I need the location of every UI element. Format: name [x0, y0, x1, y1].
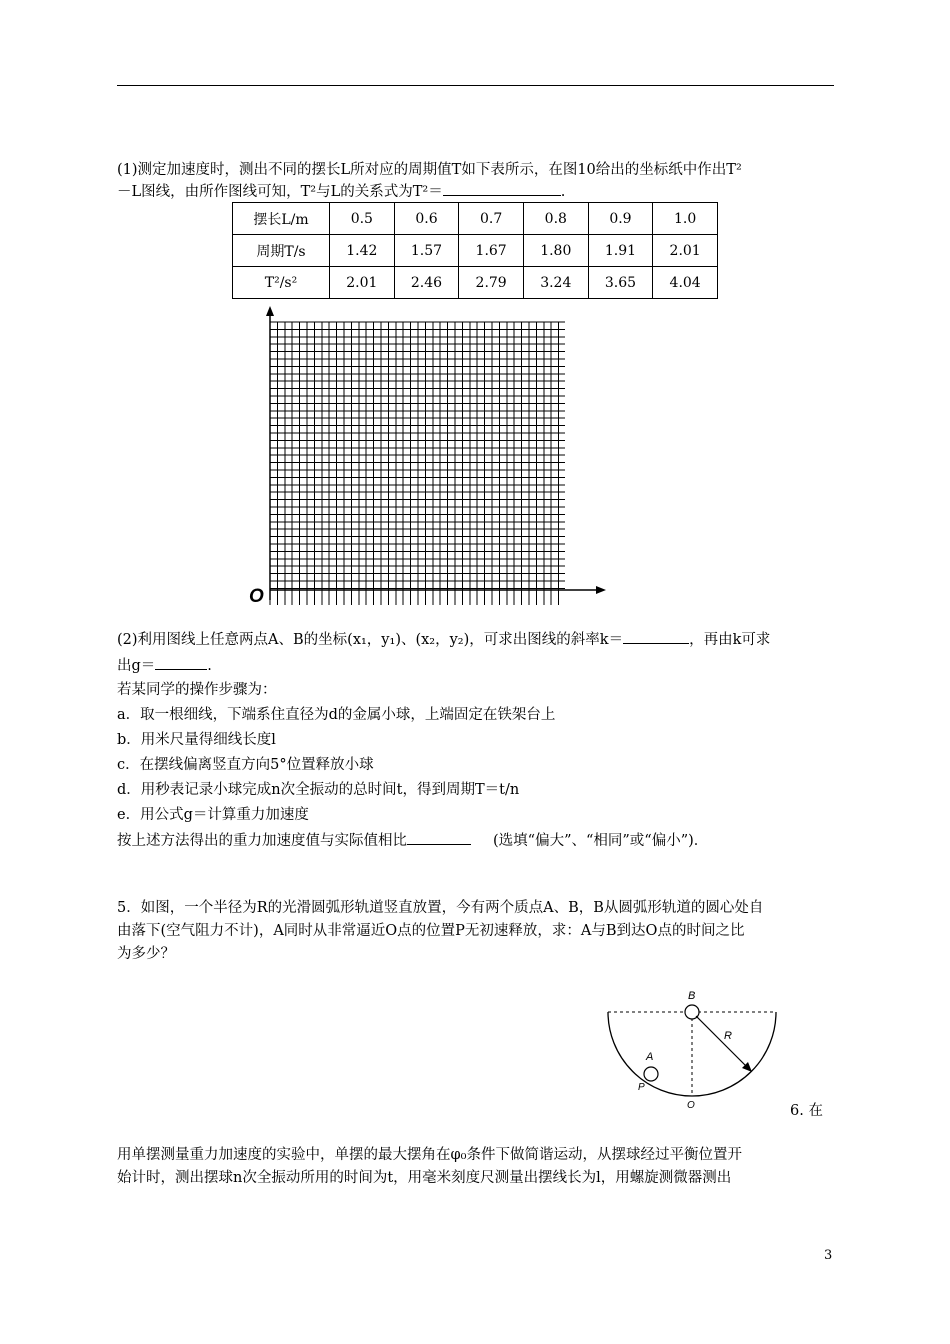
table-cell: 1.0 [653, 203, 718, 235]
compare-options: (选填“偏大”、“相同”或“偏小”)． [493, 833, 709, 849]
label-r: R [724, 1030, 732, 1042]
q6-line2: 始计时，测出摆球n次全振动所用的时间为t，用毫米刻度尺测量出摆线长为l，用螺旋测微器测出 [117, 1170, 732, 1186]
answer-blank-g[interactable] [155, 655, 207, 670]
radius-arrow [696, 1016, 748, 1068]
q6-line1: 用单摆测量重力加速度的实验中，单摆的最大摆角在φ₀条件下做简谐运动，从摆球经过平衡位置开 [117, 1147, 742, 1163]
table-cell: 2.46 [394, 267, 459, 299]
q5-line2: 由落下(空气阻力不计)，A同时从非常逼近O点的位置P无初速释放，求：A与B到达O点的时间之比 [117, 923, 745, 939]
table-cell: 0.6 [394, 203, 459, 235]
table-cell: 2.79 [459, 267, 524, 299]
answer-blank-compare[interactable] [407, 830, 471, 845]
header-rule [117, 85, 834, 86]
q2-line2-b: . [207, 658, 212, 674]
answer-blank-slope[interactable] [623, 629, 689, 644]
q5-line3: 为多少？ [117, 946, 175, 962]
row-label: 摆长L/m [233, 203, 330, 235]
x-axis-arrow-icon [596, 586, 606, 594]
table-cell: 1.57 [394, 235, 459, 267]
q1-line2-end: . [560, 184, 566, 200]
page-number: 3 [824, 1248, 833, 1263]
step-c: c．在摆线偏离竖直方向5°位置释放小球 [117, 757, 374, 773]
compare-text: 按上述方法得出的重力加速度值与实际值相比 [117, 833, 407, 849]
label-o: O [687, 1100, 695, 1111]
table-cell: 2.01 [653, 235, 718, 267]
y-axis-arrow-icon [266, 306, 274, 316]
table-cell: 0.9 [588, 203, 653, 235]
table-cell: 0.5 [330, 203, 395, 235]
data-table [232, 202, 718, 299]
step-d: d．用秒表记录小球完成n次全振动的总时间t，得到周期T＝t/n [117, 782, 520, 798]
table-cell: 1.67 [459, 235, 524, 267]
q2-line2 [117, 655, 212, 676]
q2-line1-b: ，再由k可求 [689, 632, 771, 648]
table-cell: 3.24 [523, 267, 588, 299]
table-cell: 0.7 [459, 203, 524, 235]
q5-line1: 5．如图，一个半径为R的光滑圆弧形轨道竖直放置，今有两个质点A、B，B从圆弧形轨道的圆心处自 [117, 900, 764, 916]
step-e: e．用公式g＝计算重力加速度 [117, 807, 309, 823]
q6-start: 6. 在 [790, 1103, 823, 1119]
table-row [233, 267, 718, 299]
label-a: A [646, 1051, 654, 1063]
table-cell: 1.42 [330, 235, 395, 267]
table-cell: 1.91 [588, 235, 653, 267]
compare-line [117, 830, 708, 851]
table-cell: 3.65 [588, 267, 653, 299]
table-cell: 4.04 [653, 267, 718, 299]
q2-line1-a: (2)利用图线上任意两点A、B的坐标(x₁，y₁)、(x₂，y₂)，可求出图线的斜率k＝ [117, 632, 624, 648]
steps-intro: 若某同学的操作步骤为： [117, 682, 277, 698]
table-row [233, 235, 718, 267]
table-cell: 2.01 [330, 267, 395, 299]
answer-blank-relation[interactable] [443, 181, 561, 196]
step-a: a．取一根细线，下端系住直径为d的金属小球，上端固定在铁架台上 [117, 707, 556, 723]
step-b: b．用米尺量得细线长度l [117, 732, 276, 748]
label-p: P [638, 1082, 645, 1093]
label-b: B [688, 990, 696, 1002]
row-label: 周期T/s [233, 235, 330, 267]
q2-line1 [117, 629, 770, 650]
q1-line1: (1)测定加速度时，测出不同的摆长L所对应的周期值T如下表所示，在图10给出的坐标纸中作出T² [117, 162, 742, 178]
table-cell: 1.80 [523, 235, 588, 267]
coordinate-grid[interactable] [240, 300, 610, 610]
ball-a [644, 1067, 658, 1081]
q2-line2-a: 出g＝ [117, 658, 156, 674]
row-label: T²/s² [233, 267, 330, 299]
q1-line2 [117, 181, 565, 202]
table-row [233, 203, 718, 235]
track-figure [600, 985, 790, 1115]
q1-line2-text: －L图线，由所作图线可知，T²与L的关系式为T²＝ [117, 184, 443, 200]
origin-label: O [249, 586, 264, 607]
table-cell: 0.8 [523, 203, 588, 235]
